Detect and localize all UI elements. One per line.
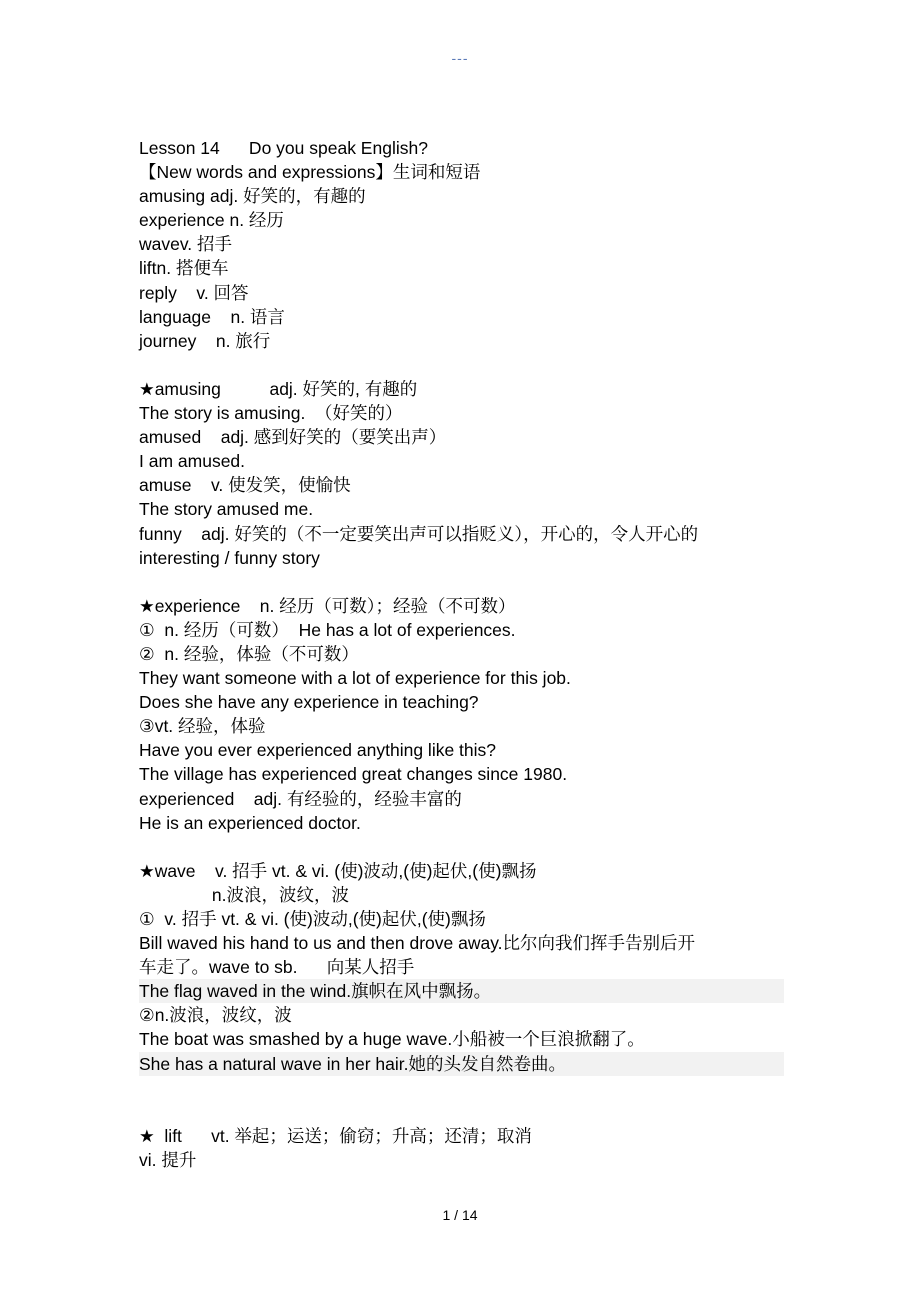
text-line: amusing adj. 好笑的，有趣的 bbox=[139, 186, 366, 207]
text-line: I am amused. bbox=[139, 451, 246, 472]
paragraph-gap bbox=[139, 570, 789, 594]
text-line: journey n. 旅行 bbox=[139, 330, 271, 351]
text-line: language n. 语言 bbox=[139, 306, 285, 327]
text-line: n.波浪，波纹，波 bbox=[139, 884, 350, 905]
text-line: ★experience n. 经历（可数）；经验（不可数） bbox=[139, 595, 516, 616]
text-line: 车走了。wave to sb. 向某人招手 bbox=[139, 957, 415, 978]
text-line: ② n. 经验，体验（不可数） bbox=[139, 643, 359, 664]
text-line: The boat was smashed by a huge wave.小船被一个巨浪掀翻了。 bbox=[139, 1029, 645, 1050]
text-line: ③vt. 经验，体验 bbox=[139, 716, 266, 737]
text-line: ① v. 招手 vt. & vi. (使)波动,(使)起伏,(使)飘扬 bbox=[139, 909, 486, 929]
text-line: Bill waved his hand to us and then drove away.比尔向我们挥手告别后开 bbox=[139, 933, 696, 954]
text-line: wavev. 招手 bbox=[139, 234, 233, 255]
text-line: The story is amusing. （好笑的） bbox=[139, 403, 403, 424]
text-line: She has a natural wave in her hair.她的头发自然卷曲。 bbox=[139, 1052, 784, 1076]
text-line: 【New words and expressions】生词和短语 bbox=[139, 162, 481, 183]
text-line: ★wave v. 招手 vt. & vi. (使)波动,(使)起伏,(使)飘扬 bbox=[139, 860, 537, 881]
text-line: amused adj. 感到好笑的（要笑出声） bbox=[139, 427, 447, 448]
header-mark: --- bbox=[451, 50, 469, 66]
text-line: He is an experienced doctor. bbox=[139, 812, 361, 833]
text-line: The village has experienced great changes since 1980. bbox=[139, 764, 568, 785]
paragraph-gap bbox=[139, 353, 789, 377]
paragraph-gap bbox=[139, 835, 789, 859]
page-number: 1 / 14 bbox=[442, 1207, 478, 1223]
text-line: The flag waved in the wind.旗帜在风中飘扬。 bbox=[139, 979, 784, 1003]
text-line: They want someone with a lot of experience for this job. bbox=[139, 668, 571, 689]
text-line: ★amusing adj. 好笑的, 有趣的 bbox=[139, 378, 418, 399]
text-line: Does she have any experience in teaching? bbox=[139, 692, 479, 713]
text-line: ②n.波浪，波纹，波 bbox=[139, 1005, 292, 1026]
document-body bbox=[139, 136, 789, 1172]
text-line: Lesson 14 Do you speak English? bbox=[139, 138, 428, 158]
text-line: funny adj. 好笑的（不一定要笑出声可以指贬义），开心的，令人开心的 bbox=[139, 523, 699, 544]
text-line: reply v. 回答 bbox=[139, 282, 249, 303]
text-line: interesting / funny story bbox=[139, 547, 320, 568]
text-line: ① n. 经历（可数） He has a lot of experiences. bbox=[139, 619, 516, 640]
text-line: liftn. 搭便车 bbox=[139, 258, 229, 279]
text-line: vi. 提升 bbox=[139, 1149, 197, 1170]
text-line: amuse v. 使发笑，使愉快 bbox=[139, 475, 351, 496]
text-line: Have you ever experienced anything like this? bbox=[139, 740, 497, 761]
text-line: experience n. 经历 bbox=[139, 210, 284, 231]
text-line: ★ lift vt. 举起；运送；偷窃；升高；还清；取消 bbox=[139, 1125, 532, 1146]
text-line: experienced adj. 有经验的，经验丰富的 bbox=[139, 788, 462, 809]
text-line: The story amused me. bbox=[139, 499, 314, 520]
paragraph-gap bbox=[139, 1076, 789, 1124]
